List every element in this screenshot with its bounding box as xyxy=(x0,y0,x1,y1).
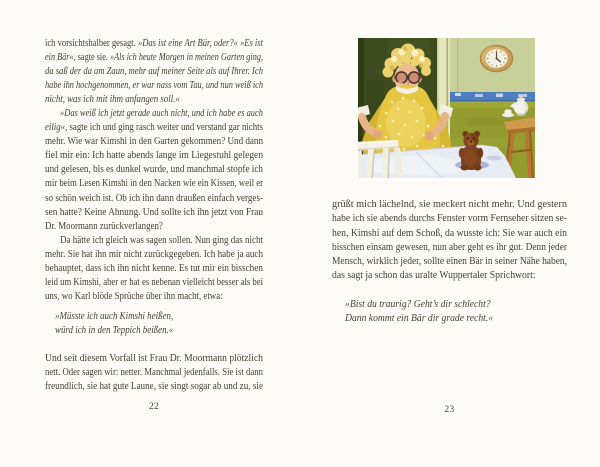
left-body-text xyxy=(45,37,263,304)
kitchen-illustration xyxy=(358,38,535,178)
text-line: so schön weich ist. Ob ich ihn dann draußen einfach verges- xyxy=(45,192,263,204)
left-verse xyxy=(55,310,225,338)
text-line: fiel mir ein: Ich hatte abends lange im Liegestuhl gelegen xyxy=(45,150,263,162)
text-line: mehr. Sie hat ihn mir nicht zurückgegeben. Ich habe ja auch xyxy=(45,248,263,260)
right-body-text xyxy=(332,197,567,283)
text-line: eilig«, sagte ich und ging rasch weiter und verstand gar nichts xyxy=(45,122,264,134)
text-line: freundlich, sie hat gute Laune, sie singt sogar ab und zu, sie xyxy=(45,381,263,393)
text-line: uns, wo Karl blöde Sprüche über ihn macht, etwa: xyxy=(45,290,223,302)
text-line: nett. Oder sagen wir: netter. Manchmal jedenfalls. Sie ist dann xyxy=(45,367,263,379)
text-line: »Bist du traurig? Geht’s dir schlecht? xyxy=(345,298,491,310)
text-line: und gelesen, bis es dunkel wurde, und manchmal stopfe ich xyxy=(45,164,263,176)
text-line: bisschen einsam gewesen, nun aber geht es ihr gut. Denn jeder xyxy=(332,240,567,253)
left-hand xyxy=(373,129,382,138)
text-line: »Müsste ich auch Kimshi heißen, xyxy=(55,311,174,322)
text-line: Dann kommt ein Bär dir grade recht.« xyxy=(345,312,494,325)
text-line: ein Bär«, sagte sie. »Als ich heute Morgen in meinen Garten ging, xyxy=(45,52,263,64)
text-line: Da hätte ich gleich was sagen sollen. Nun ging das nicht xyxy=(60,234,263,246)
text-line: nicht, was ich mit ihm anfangen soll.« xyxy=(45,94,180,106)
text-line: Und seit diesem Vorfall ist Frau Dr. Moormann plötzlich xyxy=(45,353,263,364)
text-line: »Das weiß ich jetzt gerade auch nicht, und ich habe es auch xyxy=(60,108,263,120)
text-line: mir beim Lesen Kimshi in den Nacken wie ein Kissen, weil er xyxy=(45,178,263,190)
text-line: Mensch, wirklich jeder, sollte einen Bär in seiner Nähe haben, xyxy=(332,255,567,268)
text-line: da saß der da am Zaun, mehr auf meiner Seite als auf Ihrer. Ich xyxy=(45,66,263,78)
wall-clock xyxy=(481,46,513,72)
right-hand xyxy=(424,131,433,140)
text-line: leid um Kimshi, aber er hat es nebenan vielleicht besser als bei xyxy=(45,276,263,288)
page-number-left: 22 xyxy=(148,402,160,412)
text-line: würd ich in den Teppich beißen.« xyxy=(55,325,174,336)
text-line: habe ihn hochgenommen, er war nass vom Tau, und nun weiß ich xyxy=(45,80,263,92)
left-body-text-2 xyxy=(45,352,263,394)
page-number-right: 23 xyxy=(444,405,455,415)
text-line: habe ich sie abends durchs Fenster vorm Fernseher sitzen se- xyxy=(332,212,567,225)
text-line: behauptet, dass ich ihn nicht kenne. Es tut mir ein bisschen xyxy=(45,262,263,274)
text-line: grüßt mich lächelnd, sie meckert nicht mehr. Und gestern xyxy=(332,198,567,210)
right-verse xyxy=(345,297,545,326)
text-line: ich vorsichtshalber gesagt. »Das ist eine Art Bär, oder?« »Es ist xyxy=(45,38,263,49)
text-line: sen hatte? Keine Ahnung. Und sollte ich ihn jetzt von Frau xyxy=(45,206,263,218)
text-line: das sagt ja schon das uralte Wuppertaler Sprichwort: xyxy=(332,269,536,282)
text-line: mehr. Wie war Kimshi in den Garten gekommen? Und dann xyxy=(45,136,263,148)
text-line: hen, Kimshi auf dem Schoß, da wusste ich: Sie war auch ein xyxy=(332,226,567,239)
text-line: Dr. Moormann zurückverlangen? xyxy=(45,220,163,232)
